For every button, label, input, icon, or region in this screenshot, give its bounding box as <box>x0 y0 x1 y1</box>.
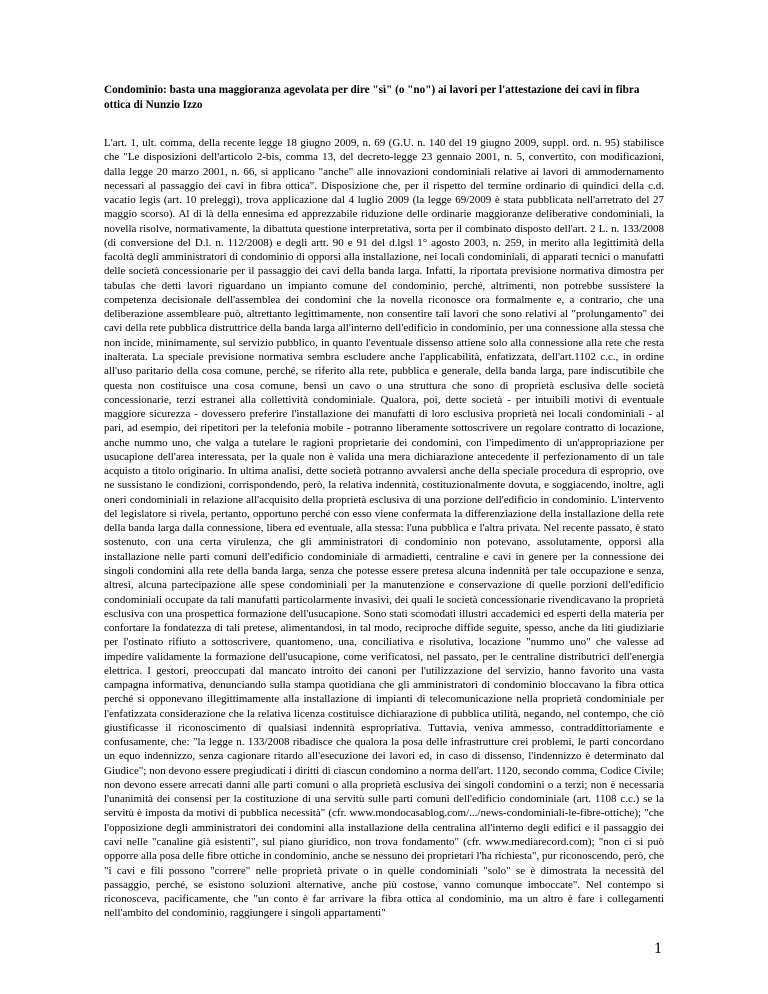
page-number: 1 <box>654 940 662 957</box>
article-title: Condominio: basta una maggioranza agevolata per dire "sì" (o "no") ai lavori per l'attestazione dei cavi in fibra ottica di Nunzio Izzo <box>104 84 640 111</box>
article-body: L'art. 1, ult. comma, della recente legge 18 giugno 2009, n. 69 (G.U. n. 140 del 19 giugno 2009, suppl. ord. n. 95) stabilisce che "Le disposizioni dell'articolo 2-bis, comma 13, del decreto-legge 23 gennaio 2001, n. 5, convertito, con modificazioni, dalla legge 20 marzo 2001, n. 66, si applicano "anche" alle innovazioni condominiali relative ai lavori di ammodernamento necessari al passaggio dei cavi in fibra ottica". Disposizione che, per il rispetto del termine ordinario di quindici della c.d. vacatio legis (art. 10 preleggi), trova applicazione dal 4 luglio 2009 (la legge 69/2009 è stata pubblicata nell'arretrato del 27 maggio scorso). Al di là della ennesima ed apprezzabile riduzione delle ordinarie maggioranze deliberative condominiali, la novella risolve, normativamente, la dibattuta questione interpretativa, sorta per il combinato disposto dell'art. 2 L. n. 133/2008 (di conversione del D.l. n. 112/2008) e degli artt. 90 e 91 del d.lgsl 1° agosto 2003, n. 259, in merito alla legittimità della facoltà degli amministratori di condominio di opporsi alla installazione, nei locali condominiali, di apparati tecnici o manufatti delle società concessionarie per il passaggio dei cavi della banda larga. Infatti, la riportata previsione normativa dimostra per tabulas che detti lavori riguardano un impianto comune del condominio, perché, altrimenti, non potrebbe sussistere la competenza decisionale dell'assemblea dei condomini che la novella riconosce ora formalmente e, a contrario, che una deliberazione assembleare può, altrettanto legittimamente, non consentire tali lavori che sono relativi al "prolungamento" dei cavi della rete pubblica distruttrice della banda larga all'interno dell'edificio in condominio, per una connessione alla stessa che non incide, minimamente, sul servizio pubblico, in quanto l'eventuale dissenso attiene solo alla connessione alla rete che resta inalterata. La speciale previsione normativa sembra escludere anche l'applicabilità, enfatizzata, dell'art.1102 c.c., in ordine all'uso paritario della cosa comune, perché, se riferito alla rete, pubblica e generale, della banda larga, pare indiscutibile che questa non costituisce una cosa comune, bensì un cavo o una struttura che sono di proprietà esclusiva delle società concessionarie, terzi estranei alla collettività condominiale. Qualora, poi, dette società - per intuibili motivi di eventuale maggiore sicurezza - dovessero preferire l'installazione dei manufatti di loro esclusiva proprietà nei locali condominiali - al pari, ad esempio, dei ripetitori per la telefonia mobile - potranno liberamente sottoscrivere un regolare contratto di locazione, anche nummo uno, che valga a tutelare le ragioni proprietarie dei condomini, con l'impedimento di un'appropriazione per usucapione dell'area interessata, per la quale non è valida una mera dichiarazione antecedente il perfezionamento di un tale acquisto a titolo originario. In ultima analisi, dette società potranno avvalersi anche della speciale procedura di esproprio, ove ne sussistano le condizioni, corrispondendo, però, la relativa indennità, costituzionalmente dovuta, e soggiacendo, inoltre, agli oneri condominiali in relazione all'acquisito della proprietà esclusiva di una porzione dell'edificio in condominio. L'intervento del legislatore si rivela, pertanto, opportuno perché con esso viene confermata la differenziazione della installazione della rete della banda larga dalla connessione, libera ed eventuale, alla stessa: l'una pubblica e l'altra privata. Nel recente passato, è stato sostenuto, con una certa virulenza, che gli amministratori di condominio non potevano, assolutamente, opporsi alla installazione nelle parti comuni dell'edificio condominiale di armadietti, centraline e cavi in genere per la connessione dei singoli condomini alla rete della banda larga, senza che potesse essere pretesa alcuna indennità per tale occupazione e senza, altresì, alcuna partecipazione alle spese condominiali per la manutenzione e conservazione di quelle porzioni dell'edificio condominiali occupate da tali manufatti particolarmente invasivi, dei quali le società concessionarie rivendicavano la proprietà esclusiva con una prospettica formazione dell'usucapione. Sono stati scomodati illustri accademici ed esperti della materia per confortare la fondatezza di tali pretese, alimentandosi, in tal modo, reciproche diffide seguite, spesso, anche da liti giudiziarie per l'ostinato rifiuto a sottoscrivere, quantomeno, una, conciliativa e risolutiva, locazione "nummo uno" che valesse ad impedire validamente la formazione dell'usucapione, come verificatosi, nel passato, per le centraline distributrici dell'energia elettrica. I gestori, preoccupati dal mancato introito dei canoni per l'utilizzazione del servizio, hanno favorito una vasta campagna informativa, denunciando sulla stampa quotidiana che gli amministratori di condominio bloccavano la fibra ottica perché si opponevano illegittimamente alla installazione di impianti di telecomunicazione nella proprietà condominiale per l'enfatizzata considerazione che la relativa licenza costituisce dichiarazione di pubblica utilità, negando, nel contempo, che ciò giustificasse il riconoscimento di qualsiasi indennità espropriativa. Tuttavia, veniva ammesso, contraddittoriamente e confusamente, che: "la legge n. 133/2008 ribadisce che qualora la posa delle infrastrutture crei problemi, le parti concordano un equo indennizzo, senza cagionare ritardo all'esecuzione dei lavori ed, in caso di dissenso, l'indennizzo è determinato dal Giudice"; non devono essere pregiudicati i diritti di ciascun condomino a norma dell'art. 1120, secondo comma, Codice Civile; non devono essere arrecati danni alle parti comuni o alla proprietà esclusiva dei singoli condomini o a terzi; non è necessaria l'unanimità dei consensi per la costituzione di una servitù sulle parti comuni dell'edificio condominiale (art. 1108 c.c.) se la servitù è imposta da motivi di pubblica necessità" (cfr. www.mondocasablog.com/.../news-condominiali-le-fibre-ottiche); "che l'opposizione degli amministratori dei condomini alla installazione della centralina all'interno degli edifici e il passaggio dei cavi nelle "canaline già esistenti", sul piano giuridico, non trova fondamento" (cfr. www.mediarecord.com); "non ci si può opporre alla posa delle fibre ottiche in condominio, anche se nessuno dei proprietari l'ha richiesta", pur riconoscendo, però, che "i cavi e fili possono "correre" nelle proprietà private o in quelle condominiali "solo" se è dimostrata la necessità del passaggio, perché, se esistono soluzioni alternative, anche più costose, vanno comunque imboccate". Nel contempo si riconosceva, pacificamente, che "un conto è far arrivare la fibra ottica al condominio, ma un altro è fare i collegamenti nell'ambito del condominio, raggiungere i singoli appartamenti" <box>104 137 664 920</box>
